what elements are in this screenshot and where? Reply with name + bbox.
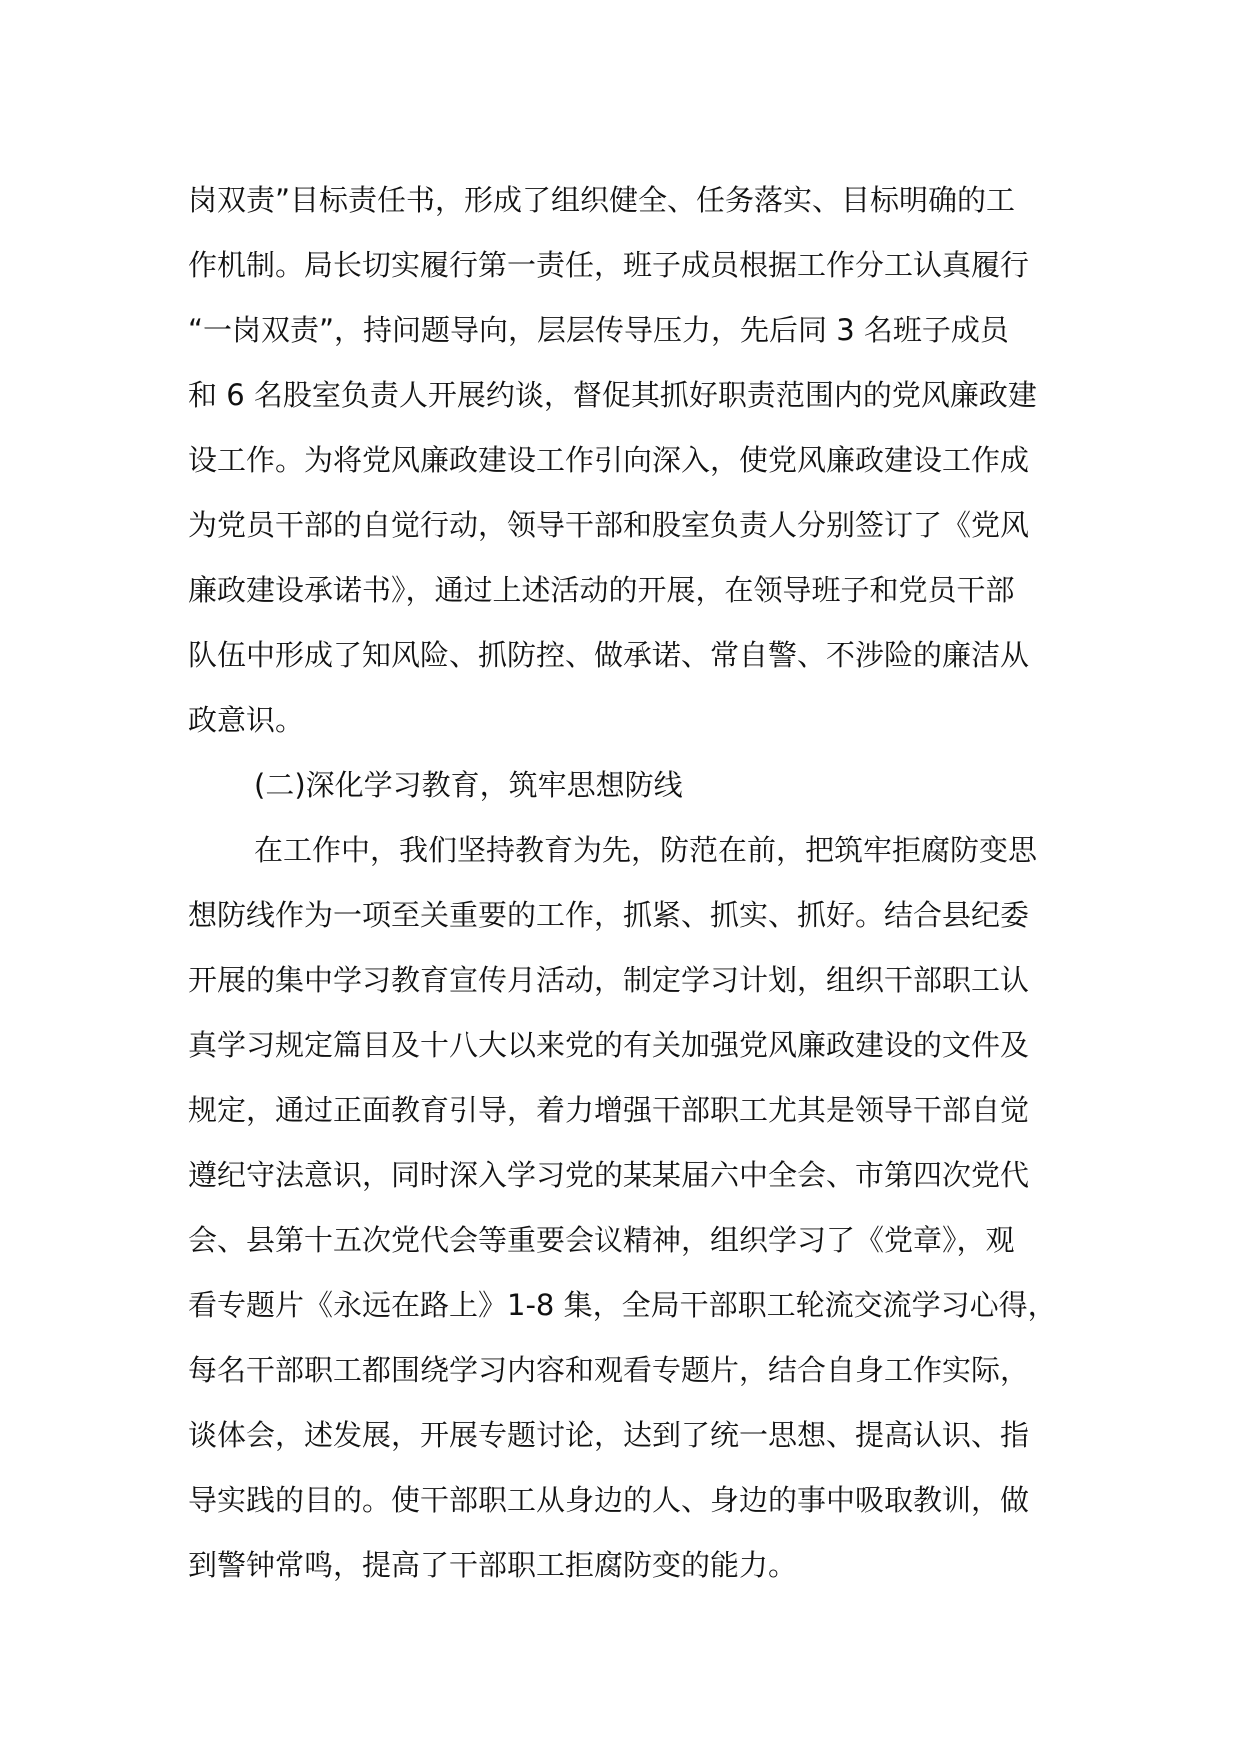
text-line: 岗双责”目标责任书，形成了组织健全、任务落实、目标明确的工 xyxy=(188,183,1016,217)
section-heading: (二)深化学习教育，筑牢思想防线 xyxy=(254,768,683,802)
text-line: “一岗双责”，持问题导向，层层传导压力，先后同 3 名班子成员 xyxy=(188,313,1009,347)
paragraph-2 xyxy=(188,818,1068,1598)
text-line: 到警钟常鸣，提高了干部职工拒腐防变的能力。 xyxy=(188,1548,798,1582)
text-line: 想防线作为一项至关重要的工作，抓紧、抓实、抓好。结合县纪委 xyxy=(188,898,1030,932)
document-body xyxy=(188,168,1068,1598)
text-line: 看专题片《永远在路上》1-8 集，全局干部职工轮流交流学习心得， xyxy=(188,1288,1057,1322)
text-line: 廉政建设承诺书》，通过上述活动的开展，在领导班子和党员干部 xyxy=(188,573,1015,607)
text-line: 谈体会，述发展，开展专题讨论，达到了统一思想、提高认识、指 xyxy=(188,1418,1030,1452)
text-line: 设工作。为将党风廉政建设工作引向深入，使党风廉政建设工作成 xyxy=(188,443,1030,477)
text-line: 遵纪守法意识，同时深入学习党的某某届六中全会、市第四次党代 xyxy=(188,1158,1030,1192)
text-line: 规定，通过正面教育引导，着力增强干部职工尤其是领导干部自觉 xyxy=(188,1093,1030,1127)
text-line: 真学习规定篇目及十八大以来党的有关加强党风廉政建设的文件及 xyxy=(188,1028,1030,1062)
text-line: 导实践的目的。使干部职工从身边的人、身边的事中吸取教训，做 xyxy=(188,1483,1030,1517)
text-line: 为党员干部的自觉行动，领导干部和股室负责人分别签订了《党风 xyxy=(188,508,1030,542)
text-line: 开展的集中学习教育宣传月活动，制定学习计划，组织干部职工认 xyxy=(188,963,1030,997)
text-line: 作机制。局长切实履行第一责任，班子成员根据工作分工认真履行 xyxy=(188,248,1030,282)
text-line: 在工作中，我们坚持教育为先，防范在前，把筑牢拒腐防变思 xyxy=(254,833,1038,867)
text-line: 政意识。 xyxy=(188,703,305,737)
text-line: 和 6 名股室负责人开展约谈，督促其抓好职责范围内的党风廉政建 xyxy=(188,378,1037,412)
text-line: 每名干部职工都围绕学习内容和观看专题片，结合自身工作实际， xyxy=(188,1353,1030,1387)
text-line: 会、县第十五次党代会等重要会议精神，组织学习了《党章》，观 xyxy=(188,1223,1015,1257)
text-line: 队伍中形成了知风险、抓防控、做承诺、常自警、不涉险的廉洁从 xyxy=(188,638,1030,672)
paragraph-1 xyxy=(188,168,1068,753)
